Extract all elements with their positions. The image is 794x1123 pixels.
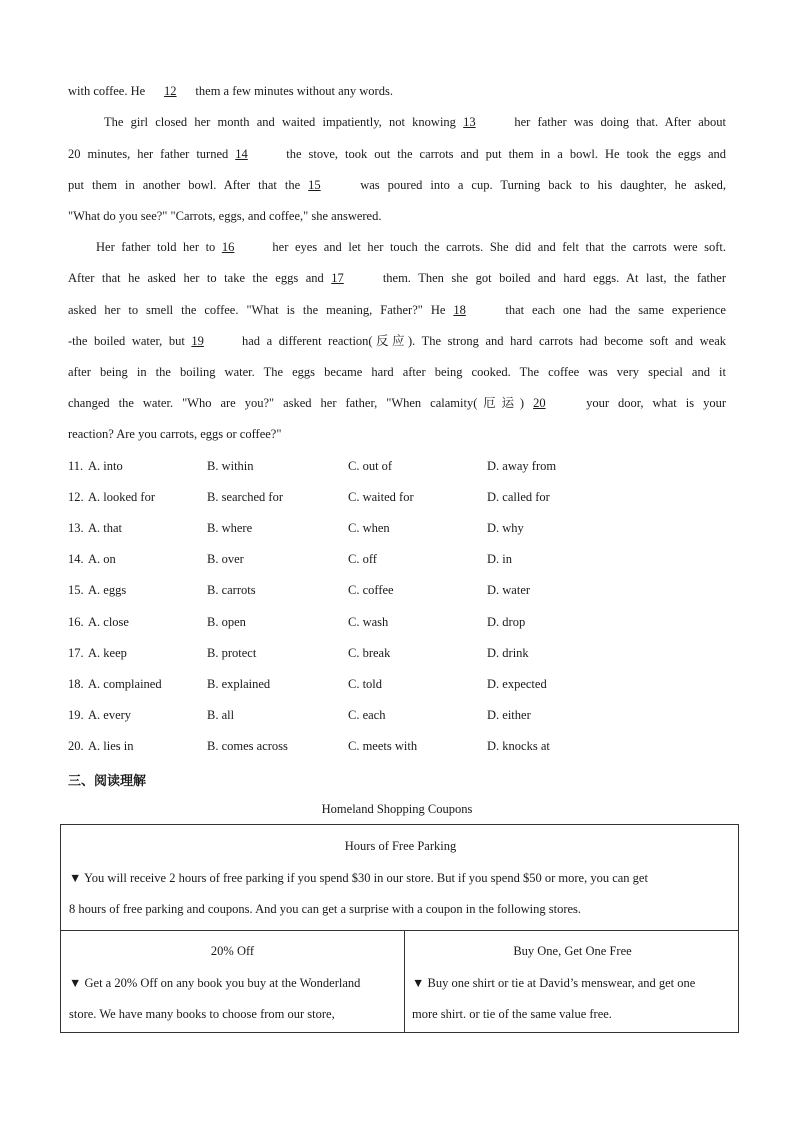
answer-blank: 14 [235, 147, 248, 161]
passage-line [68, 395, 726, 411]
question-number: 20. [68, 738, 84, 753]
option-b: B. protect [207, 645, 257, 660]
passage-text: her father was doing that. After about [507, 115, 726, 129]
option-d: D. drop [487, 614, 526, 629]
answer-blank: 13 [463, 115, 476, 129]
option-c: C. wash [348, 614, 389, 629]
answer-blank: 15 [308, 178, 321, 192]
option-c: C. off [348, 552, 377, 567]
passage-text: changed the water. "Who are you?" asked her father, "When calamity(厄运) [68, 396, 534, 410]
option-a: A. eggs [88, 583, 127, 598]
passage-text: with coffee. He [68, 84, 149, 98]
passage-text: put them in another bowl. After that the [68, 178, 309, 192]
option-a: A. that [88, 521, 123, 536]
passage-text: Her father told her to [96, 240, 222, 254]
passage-text: the stove, took out the carrots and put them in a bowl. He took the eggs and [279, 147, 726, 161]
option-d: D. either [487, 707, 531, 722]
option-b: B. open [207, 614, 246, 629]
question-number: 12. [68, 490, 84, 505]
question-number: 11. [68, 459, 84, 473]
option-d: D. water [487, 583, 531, 598]
passage-text: asked her to smell the coffee. "What is the meaning, Father?" He [68, 303, 454, 317]
option-b: B. within [207, 459, 254, 473]
bogo-title: Buy One, Get One Free [513, 944, 632, 958]
option-c: C. each [348, 707, 386, 722]
option-a: A. close [88, 614, 129, 629]
passage-line [104, 114, 726, 130]
passage-line [68, 208, 726, 224]
section-heading: 三、阅读理解 [68, 774, 147, 789]
option-b: B. explained [207, 676, 271, 691]
answer-blank: 16 [221, 240, 235, 254]
passage-line [96, 239, 726, 255]
discount-title: 20% Off [210, 944, 255, 958]
option-a: A. lies in [88, 738, 134, 753]
passage-text: reaction? Are you carrots, eggs or coffee?" [68, 427, 282, 441]
option-c: C. waited for [348, 490, 414, 505]
answer-blank: 19 [191, 334, 204, 348]
passage-line [68, 177, 726, 193]
passage-line [68, 333, 726, 349]
option-d: D. away from [487, 459, 557, 473]
option-d: D. knocks at [487, 738, 550, 753]
option-d: D. drink [487, 645, 529, 660]
passage-text: was poured into a cup. Turning back to his daughter, he asked, [352, 178, 726, 192]
passage-text: had a different reaction(反应). The strong and hard carrots had become soft and weak [235, 334, 726, 348]
parking-title: Hours of Free Parking [344, 839, 457, 853]
discount-text-line: store. We have many books to choose from our store, [69, 1007, 335, 1021]
option-d: D. called for [487, 490, 550, 505]
question-number: 17. [68, 645, 84, 660]
answer-blank: 12 [164, 84, 177, 98]
passage-text: after being in the boiling water. The eggs became hard after being cooked. The coffee was very special and it [68, 365, 726, 379]
passage-text: After that he asked her to take the eggs and [68, 271, 332, 285]
option-c: C. break [348, 645, 391, 660]
parking-text-line: ▼ You will receive 2 hours of free parking if you spend $30 in our store. But if you spend $50 or more, you can get [69, 871, 648, 885]
passage-line [68, 364, 726, 380]
passage-text: The girl closed her month and waited impatiently, not knowing [104, 115, 464, 129]
answer-blank: 17 [331, 271, 344, 285]
question-number: 15. [68, 583, 84, 598]
passage-text: your door, what is your [577, 396, 726, 410]
option-b: B. over [207, 552, 244, 567]
passage-text: "What do you see?" "Carrots, eggs, and coffee," she answered. [68, 209, 382, 223]
option-a: A. looked for [88, 490, 155, 505]
option-c: C. told [348, 676, 383, 691]
option-a: A. into [88, 459, 123, 473]
question-number: 14. [68, 552, 84, 567]
passage-line [68, 302, 726, 318]
option-a: A. on [88, 552, 116, 567]
option-b: B. comes across [207, 738, 288, 753]
option-a: A. keep [88, 645, 127, 660]
answer-blank: 20 [533, 396, 546, 410]
passage-text: -the boiled water, but [68, 334, 192, 348]
option-c: C. out of [348, 459, 393, 473]
passage-text: her eyes and let her touch the carrots. She did and felt that the carrots were soft. [265, 240, 726, 254]
option-a: A. complained [88, 676, 162, 691]
option-a: A. every [88, 707, 132, 722]
option-b: B. carrots [207, 583, 256, 598]
option-c: C. when [348, 521, 390, 536]
table-divider-horizontal [61, 930, 738, 931]
passage-line [68, 270, 726, 286]
coupon-table [60, 824, 739, 1033]
question-number: 16. [68, 614, 84, 629]
option-c: C. coffee [348, 583, 394, 598]
bogo-text-line: ▼ Buy one shirt or tie at David’s menswear, and get one [412, 976, 696, 990]
passage-text: them a few minutes without any words. [192, 84, 393, 98]
parking-text-line: 8 hours of free parking and coupons. And you can get a surprise with a coupon in the following stores. [69, 902, 582, 916]
option-b: B. searched for [207, 490, 284, 505]
passage-text: them. Then she got boiled and hard eggs. At last, the father [375, 271, 726, 285]
option-d: D. in [487, 552, 512, 567]
coupon-title: Homeland Shopping Coupons [321, 802, 473, 816]
passage-line [68, 146, 726, 162]
option-b: B. where [207, 521, 253, 536]
answer-blank: 18 [453, 303, 466, 317]
passage-line [68, 83, 726, 99]
option-b: B. all [207, 707, 235, 722]
question-number: 19. [68, 707, 84, 722]
option-c: C. meets with [348, 738, 418, 753]
question-number: 13. [68, 521, 84, 536]
passage-text: that each one had the same experience [497, 303, 726, 317]
option-d: D. why [487, 521, 524, 536]
question-number: 18. [68, 676, 84, 691]
passage-text: 20 minutes, her father turned [68, 147, 236, 161]
option-d: D. expected [487, 676, 547, 691]
bogo-text-line: more shirt. or tie of the same value free. [412, 1007, 612, 1021]
discount-text-line: ▼ Get a 20% Off on any book you buy at the Wonderland [69, 976, 361, 990]
passage-line [68, 426, 726, 442]
